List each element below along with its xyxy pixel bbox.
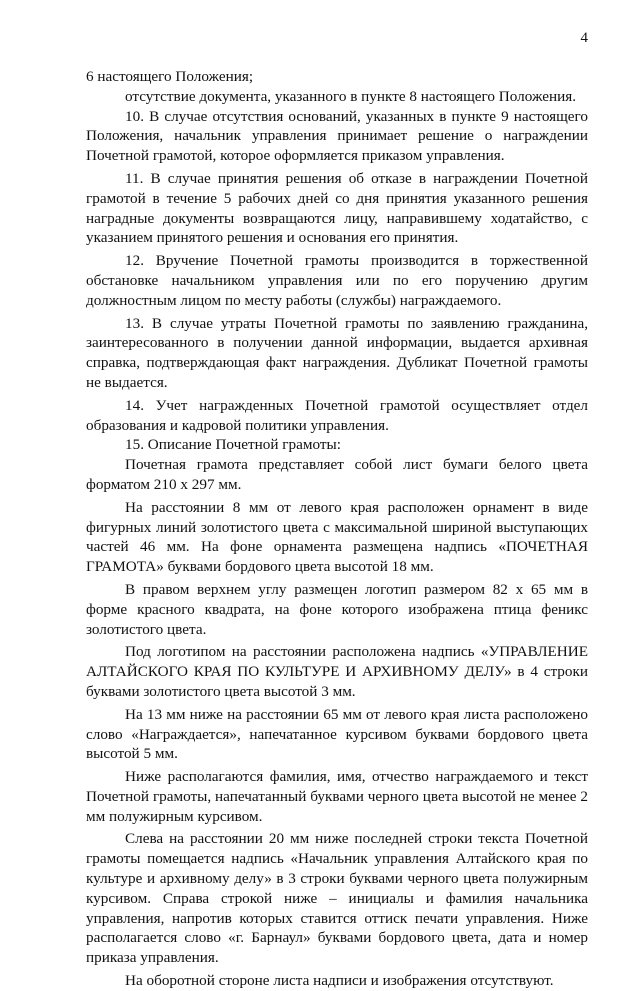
paragraph-recipient-text: Ниже располагаются фамилия, имя, отчество награждаемого и текст Почетной грамоты, напечатанный буквами черного цвета высотой не менее 2 мм полужирным курсивом.: [86, 768, 588, 825]
paragraph-org-name: Под логотипом на расстоянии расположена надпись «УПРАВЛЕНИЕ АЛТАЙСКОГО КРАЯ ПО КУЛЬТУРЕ И АРХИВНОМУ ДЕЛУ» в 4 строки буквами золотистого цвета высотой 3 мм.: [86, 643, 588, 700]
page-number: 4: [580, 30, 588, 46]
paragraph-signature-block: Слева на расстоянии 20 мм ниже последней строки текста Почетной грамоты помещается надпись «Начальник управления Алтайского края по культуре и архивному делу» в 3 строки буквами черного цвета полужирным курсивом. Справа строкой ниже – инициалы и фамилия начальника управления, напротив которых ставится оттиск печати управления. Ниже располагается слово «г. Барнаул» буквами бордового цвета, дата и номер приказа управления.: [86, 830, 588, 967]
paragraph-15-heading: 15. Описание Почетной грамоты:: [125, 436, 341, 454]
paragraph-10: 10. В случае отсутствия оснований, указанных в пункте 9 настоящего Положения, начальник управления принимает решение о награждении Почетной грамотой, которое оформляется приказом управления.: [86, 107, 588, 165]
paragraph-11: 11. В случае принятия решения об отказе в награждении Почетной грамотой в течение 5 рабочих дней со дня принятия указанного решения наградные документы возвращаются лицу, направившему ходатайство, с указанием принятого решения и основания его принятия.: [86, 169, 588, 247]
paragraph-awarded-word: На 13 мм ниже на расстоянии 65 мм от левого края листа расположено слово «Награждается», напечатанное курсивом буквами бордового цвета высотой 5 мм.: [86, 705, 588, 763]
paragraph-logo: В правом верхнем углу размещен логотип размером 82 х 65 мм в форме красного квадрата, на фоне которого изображена птица феникс золотистого цвета.: [86, 580, 588, 638]
document-body: [86, 67, 588, 991]
paragraph-12: 12. Вручение Почетной грамоты производится в торжественной обстановке начальником управления или по его поручению другим должностным лицом по месту работы (службы) награждаемого.: [86, 252, 588, 309]
paragraph-format: Почетная грамота представляет собой лист бумаги белого цвета форматом 210 х 297 мм.: [86, 456, 588, 493]
paragraph-continuation: 6 настоящего Положения;: [86, 68, 254, 85]
paragraph-ornament: На расстоянии 8 мм от левого края расположен орнамент в виде фигурных линий золотистого цвета с максимальной шириной выступающих частей 46 мм. На фоне орнамента размещена надпись «ПОЧЕТНАЯ ГРАМОТА» буквами бордового цвета высотой 18 мм.: [86, 498, 588, 576]
paragraph-14: 14. Учет награжденных Почетной грамотой осуществляет отдел образования и кадровой политики управления.: [86, 396, 588, 434]
paragraph-reverse-side: На оборотной стороне листа надписи и изображения отсутствуют.: [125, 972, 554, 990]
paragraph-13: 13. В случае утраты Почетной грамоты по заявлению гражданина, заинтересованного в получении данной информации, выдается архивная справка, подтверждающая факт награждения. Дубликат Почетной грамоты не выдается.: [86, 314, 588, 391]
paragraph-missing-document: отсутствие документа, указанного в пункте 8 настоящего Положения.: [125, 87, 577, 105]
